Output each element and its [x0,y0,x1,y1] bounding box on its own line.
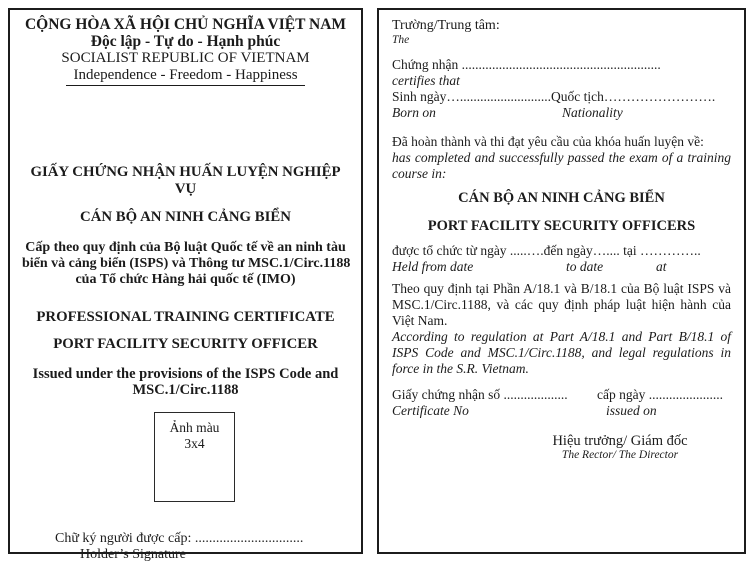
signer-block [515,433,725,462]
issued-provisions-vn [22,240,349,288]
birth-line-vn: Sinh ngày…...........................Quốc tịch……………………. [392,89,716,104]
issued-provisions-en-line2: MSC.1/Circ.1188 [132,382,239,398]
signer-title-en: The Rector/ The Director [561,449,679,461]
national-title-en: SOCIALIST REPUBLIC OF VIETNAM [61,50,310,66]
issue-date-label-vn: cấp ngày ...................... [597,387,723,402]
regulation-vn-line1: Theo quy định tại Phần A/18.1 và B/18.1 của Bộ luật ISPS và [392,281,731,296]
held-line-en [392,259,731,275]
issued-provisions-en [22,366,349,398]
course-title-en: PORT FACILITY SECURITY OFFICERS [427,218,696,234]
completed-line-en [392,150,731,182]
national-motto-vn: Độc lập - Tự do - Hạnh phúc [90,33,281,50]
to-date-label: to date [566,259,604,274]
school-label-vn: Trường/Trung tâm: [392,18,500,33]
holder-signature-label-vn: Chữ ký người được cấp: ............................... [55,531,304,546]
regulation-en [392,329,731,377]
regulation-en-line3: force in the S.R. Vietnam. [392,361,529,376]
national-title-vn: CỘNG HÒA XÃ HỘI CHỦ NGHĨA VIỆT NAM [24,16,347,33]
certificate-title-en-line2: PORT FACILITY SECURITY OFFICER [53,336,318,352]
national-motto-en [22,67,349,86]
certificate-back-panel [377,8,746,554]
regulation-en-line1: According to regulation at Part A/18.1 and Part B/18.1 of [392,329,731,344]
certifies-line-vn: Chứng nhận ........................................................... [392,57,661,72]
certificate-title-en-line1: PROFESSIONAL TRAINING CERTIFICATE [36,309,335,325]
photo-placeholder-line1: Ảnh màu [169,420,220,435]
certificate-number-line-vn [392,387,731,403]
held-line-vn: được tổ chức từ ngày .....….đến ngày….... tại ………….. [392,243,701,258]
holder-signature-block [22,531,349,563]
regulation-vn [392,281,731,329]
issue-date-label-en: issued on [606,403,657,418]
photo-placeholder-box [154,412,235,502]
completed-line-vn: Đã hoàn thành và thi đạt yêu cầu của khóa huấn luyện về: [392,134,704,149]
national-header [22,16,349,86]
certifies-line-en: certifies that [392,73,460,88]
regulation-en-line2: ISPS Code and MSC.1/Circ.1188, and legal regulations in [392,345,731,360]
regulation-vn-line3: Việt Nam. [392,313,448,328]
issued-provisions-vn-line3: của Tổ chức Hàng hải quốc tế (IMO) [75,272,296,287]
issued-provisions-vn-line1: Cấp theo quy định của Bộ luật Quốc tế về an ninh tàu [25,240,346,255]
nationality-label: Nationality [562,105,623,120]
completed-en-line1: has completed and successfully passed the exam of a training [392,150,731,165]
national-motto-en-text: Independence - Freedom - Happiness [66,67,304,86]
completed-en-line2: course in: [392,166,447,181]
at-label: at [656,259,667,274]
certificate-title-vn-line2: CÁN BỘ AN NINH CẢNG BIỂN [80,209,291,225]
certificate-number-label-en: Certificate No [392,403,469,418]
issued-provisions-vn-line2: biển và cảng biển (ISPS) và Thông tư MSC.1/Circ.1188 [22,256,351,271]
certificate-number-label-vn: Giấy chứng nhận số ................... [392,387,568,402]
school-label-en: The [392,34,410,46]
birth-line-en [392,105,731,121]
certificate-front-panel [8,8,363,562]
course-title-vn: CÁN BỘ AN NINH CẢNG BIỂN [458,190,665,206]
photo-placeholder-line2: 3x4 [184,436,205,451]
regulation-vn-line2: MSC.1/Circ.1188, và các quy định pháp luật hiện hành của [392,297,731,312]
signer-title-vn: Hiệu trưởng/ Giám đốc [552,433,688,449]
born-on-label: Born on [392,105,436,120]
certificate-number-line-en [392,403,731,419]
certificate-title-vn-line1: GIẤY CHỨNG NHẬN HUẤN LUYỆN NGHIỆP VỤ [30,164,341,197]
holder-signature-label-en: Holder’s Signature [80,547,186,562]
issued-provisions-en-line1: Issued under the provisions of the ISPS Code and [32,366,339,382]
held-from-date-label: Held from date [392,259,474,274]
